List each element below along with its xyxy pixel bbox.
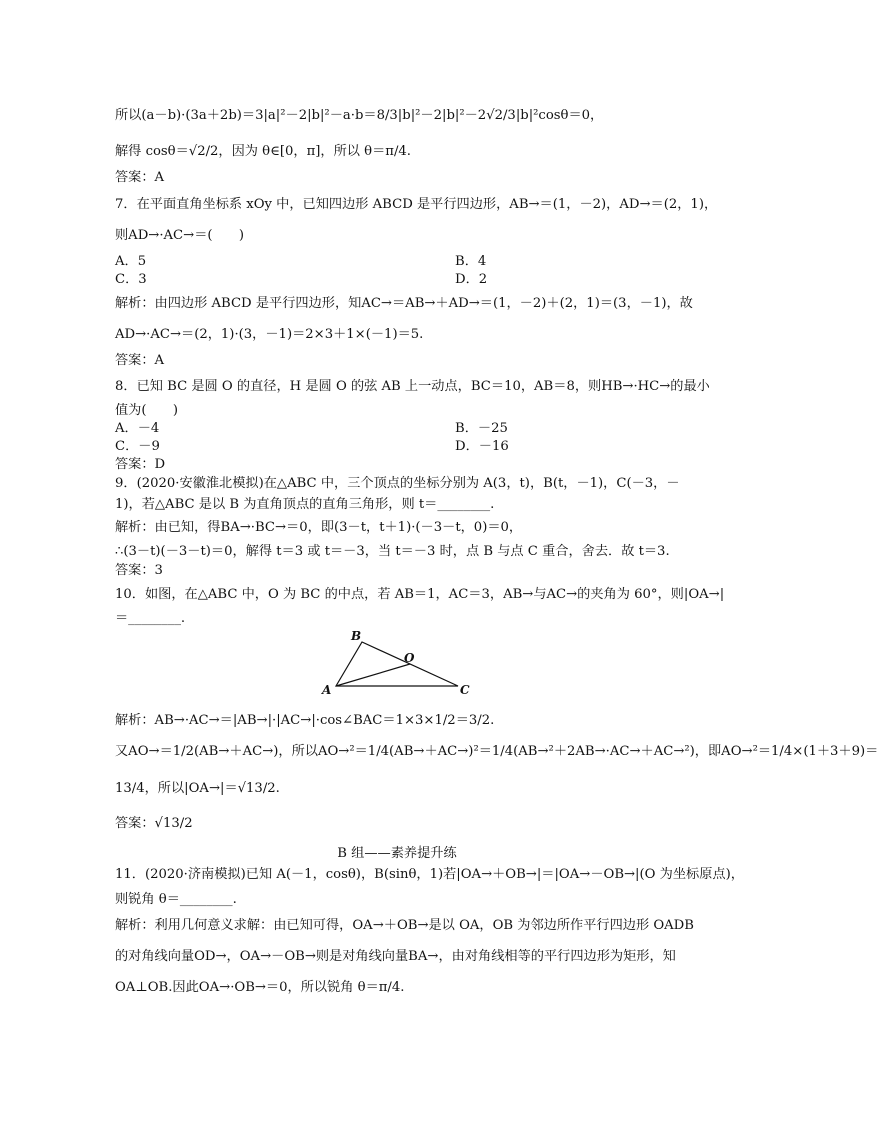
solution-line-1: 所以(a－b)·(3a＋2b)＝3|a|²－2|b|²－a·b＝8/3|b|²－2|b|²－2√2/3|b|²cosθ＝0， (115, 108, 604, 123)
question-11-line-2: 则锐角 θ＝________. (115, 892, 237, 907)
triangle-abc (336, 642, 458, 686)
q7-analysis-line-2: AD→·AC→＝(2，1)·(3，－1)＝2×3＋1×(－1)＝5. (115, 327, 424, 342)
option-d: D．－16 (455, 439, 509, 454)
label-o: O (404, 651, 415, 665)
q8-options-row-2 (115, 438, 684, 455)
answer-7: 答案：A (115, 353, 165, 368)
option-a: A．－4 (115, 421, 160, 436)
label-a: A (322, 683, 332, 697)
q11-analysis-line-3: OA⊥OB.因此OA→·OB→＝0，所以锐角 θ＝π/4. (115, 980, 405, 995)
question-7-line-1: 7．在平面直角坐标系 xOy 中，已知四边形 ABCD 是平行四边形，AB→＝(1，－2)，AD→＝(2，1)， (115, 197, 718, 212)
q10-analysis-line-3: 13/4，所以|OA→|＝√13/2. (115, 781, 280, 796)
question-8-line-2: 值为( ) (115, 403, 179, 418)
option-a: A．5 (115, 254, 147, 269)
label-c: C (460, 683, 470, 697)
answer-9: 答案：3 (115, 563, 163, 578)
option-c: C．3 (115, 272, 147, 287)
question-10-line-1: 10．如图，在△ABC 中，O 为 BC 的中点，若 AB＝1，AC＝3，AB→与AC→的夹角为 60°，则|OA→| (115, 587, 725, 602)
q7-analysis-line-1: 解析：由四边形 ABCD 是平行四边形，知AC→＝AB→＋AD→＝(1，－2)＋(2，1)＝(3，－1)，故 (115, 296, 693, 311)
q10-analysis-line-2: 又AO→＝1/2(AB→＋AC→)，所以AO→²＝1/4(AB→＋AC→)²＝1/4(AB→²＋2AB→·AC→＋AC→²)，即AO→²＝1/4×(1＋3＋9)＝ (115, 744, 878, 759)
q8-options-row-1 (115, 420, 684, 437)
answer-6: 答案：A (115, 170, 165, 185)
question-8-line-1: 8．已知 BC 是圆 O 的直径，H 是圆 O 的弦 AB 上一动点，BC＝10，AB＝8，则HB→·HC→的最小 (115, 379, 710, 394)
question-10-line-2: ＝________. (115, 611, 186, 626)
q9-analysis-line-2: ∴(3－t)(－3－t)＝0，解得 t＝3 或 t＝－3，当 t＝－3 时，点 B 与点 C 重合，舍去．故 t＝3. (115, 544, 670, 559)
solution-line-2: 解得 cosθ＝√2/2，因为 θ∈[0，π]，所以 θ＝π/4. (115, 144, 411, 159)
section-b-heading: B 组——素养提升练 (337, 846, 457, 861)
question-9-line-1: 9．(2020·安徽淮北模拟)在△ABC 中，三个顶点的坐标分别为 A(3，t)，B(t，－1)，C(－3，－ (115, 476, 680, 491)
q7-options-row-2 (115, 271, 684, 288)
label-b: B (351, 629, 362, 643)
q11-analysis-line-2: 的对角线向量OD→，OA→－OB→则是对角线向量BA→，由对角线相等的平行四边形为矩形，知 (115, 949, 676, 964)
option-c: C．－9 (115, 439, 160, 454)
q9-analysis-line-1: 解析：由已知，得BA→·BC→＝0，即(3－t，t＋1)·(－3－t，0)＝0， (115, 520, 523, 535)
q7-options-row-1 (115, 253, 684, 270)
option-d: D．2 (455, 272, 488, 287)
q10-analysis-line-1: 解析：AB→·AC→＝|AB→|·|AC→|·cos∠BAC＝1×3×1/2＝3/2. (115, 713, 495, 728)
option-b: B．－25 (455, 421, 508, 436)
triangle-figure (318, 628, 478, 698)
answer-10: 答案：√13/2 (115, 816, 193, 831)
option-b: B．4 (455, 254, 487, 269)
question-9-line-2: 1)，若△ABC 是以 B 为直角顶点的直角三角形，则 t＝________. (115, 497, 495, 512)
question-11-line-1: 11．(2020·济南模拟)已知 A(－1，cosθ)，B(sinθ，1)若|OA→＋OB→|＝|OA→－OB→|(O 为坐标原点)， (115, 867, 744, 882)
q11-analysis-line-1: 解析：利用几何意义求解：由已知可得，OA→＋OB→是以 OA，OB 为邻边所作平行四边形 OADB (115, 918, 694, 933)
answer-8: 答案：D (115, 457, 166, 472)
question-7-line-2: 则AD→·AC→＝( ) (115, 228, 245, 243)
